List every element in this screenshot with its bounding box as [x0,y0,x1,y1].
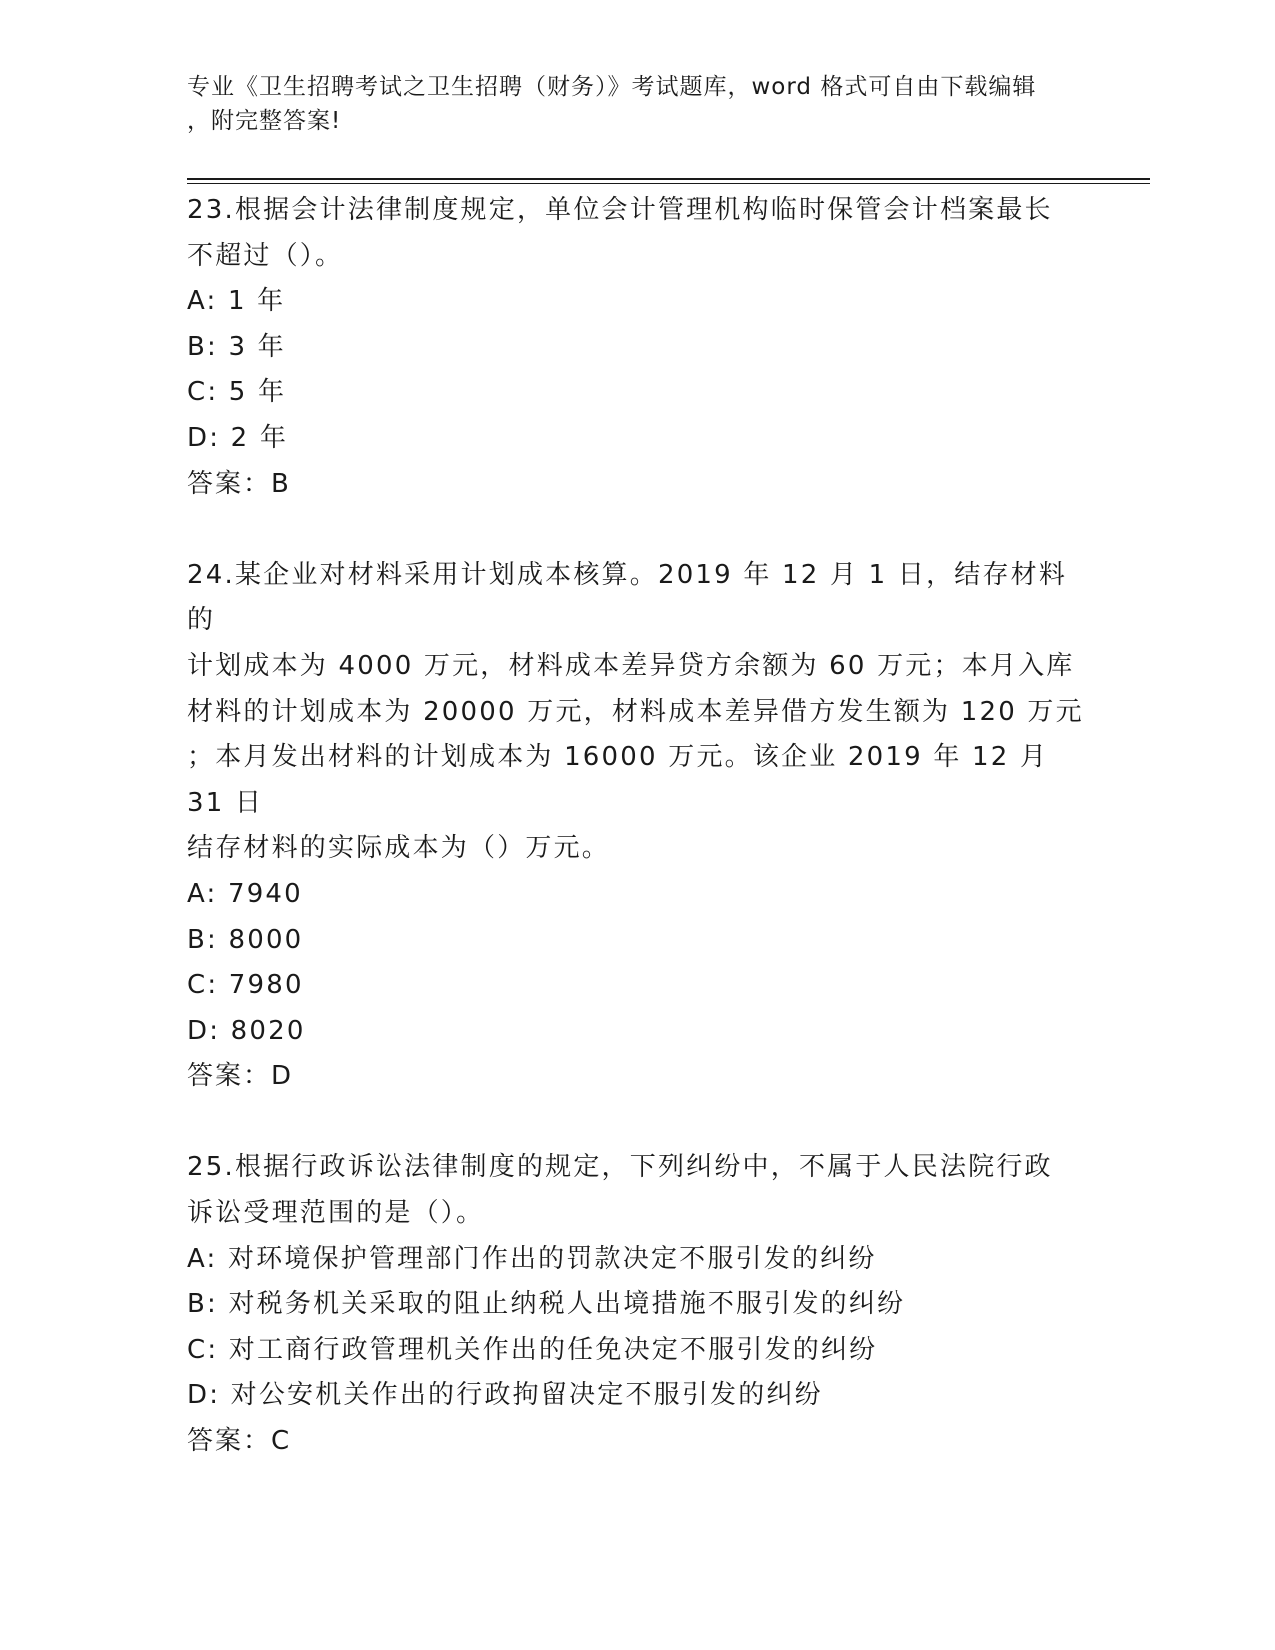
question-spacer [187,507,1087,553]
question-25 [187,1145,1087,1464]
question-23 [187,188,1087,507]
option-a: A: 1 年 [187,286,286,317]
option-b: B: 对税务机关采取的阻止纳税人出境措施不服引发的纠纷 [187,1289,906,1320]
question-24 [187,553,1087,1100]
option-b: B: 8000 [187,924,304,955]
header-divider-thin [187,183,1150,184]
option-d: D: 8020 [187,1015,306,1046]
question-stem: 24.某企业对材料采用计划成本核算。2019 年 12 月 1 日，结存材料的 计划成本为 4000 万元，材料成本差异贷方余额为 60 万元；本月入库 材料的计划成本为 20000 万元，材料成本差异借方发生额为 120 万元 ；本月发出材料的计划成本为 16000 万元。该企业 2019 年 12 月 31 日 结存材料的实际成本为（）万元。 [187,559,1084,864]
option-d: D: 对公安机关作出的行政拘留决定不服引发的纠纷 [187,1380,823,1411]
document-header: 专业《卫生招聘考试之卫生招聘（财务）》考试题库，word 格式可自由下载编辑 ，附完整答案! [187,74,1037,134]
option-c: C: 对工商行政管理机关作出的任免决定不服引发的纠纷 [187,1334,878,1365]
answer: 答案：D [187,1061,294,1092]
option-c: C: 7980 [187,970,304,1001]
option-c: C: 5 年 [187,377,287,408]
option-a: A: 对环境保护管理部门作出的罚款决定不服引发的纠纷 [187,1243,877,1274]
answer: 答案：C [187,1426,292,1457]
question-list [187,188,1087,1465]
option-b: B: 3 年 [187,331,286,362]
option-a: A: 7940 [187,878,303,909]
answer: 答案：B [187,468,291,499]
option-d: D: 2 年 [187,422,289,453]
question-spacer [187,1100,1087,1146]
question-stem: 23.根据会计法律制度规定，单位会计管理机构临时保管会计档案最长 不超过（）。 [187,195,1053,271]
header-divider-thick [187,178,1150,180]
question-stem: 25.根据行政诉讼法律制度的规定，下列纠纷中，不属于人民法院行政 诉讼受理范围的是（）。 [187,1152,1053,1229]
